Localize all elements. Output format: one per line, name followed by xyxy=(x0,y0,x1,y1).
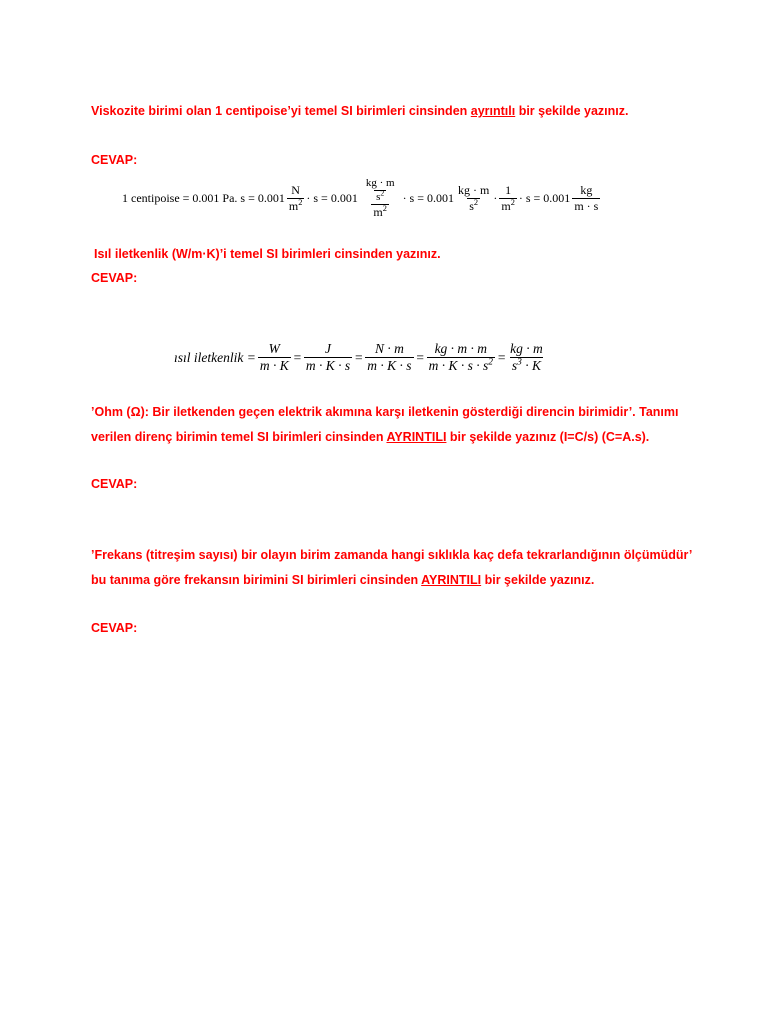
eq1-term-1: · s = 0.001 xyxy=(306,190,358,205)
answer-1-label: CEVAP: xyxy=(91,153,138,167)
question-1-text: Viskozite birimi olan 1 centipoise’yi temel SI birimleri cinsinden xyxy=(91,104,471,118)
eq2-fraction-2: $\frac{J}{m \cdot K \cdot s}$ xyxy=(305,341,351,374)
answer-4-label: CEVAP: xyxy=(91,621,138,635)
equation-viscosity: 1 centipoise = 0.001 Pa. s = 0.001 $\frac{N}{m^2}$ · s = 0.001 $\frac{\frac{kg \cdot m}{s^2}}{m^2}$ · s = 0.001 $\frac{kg \cdot m}{s^2}$ · $\frac{1}{m^2}$ · s = 0.001 $\frac{kg}{m \cdot s}$ xyxy=(122,177,599,220)
eq1-term-3: · s = 0.001 xyxy=(518,190,571,205)
eq2-lhs: ısıl iletkenlik = xyxy=(174,349,256,365)
question-1-text-end: bir şekilde yazınız. xyxy=(515,104,629,118)
question-3-line-2: verilen direnç birimin temel SI birimleri cinsinden AYRINTILI bir şekilde yazınız (I=C/s) (C=A.s). xyxy=(91,430,650,444)
eq1-fraction-4: $\frac{1}{m^2}$ xyxy=(501,183,515,213)
answer-2-label: CEVAP: xyxy=(91,271,138,285)
answer-3-label: CEVAP: xyxy=(91,477,138,491)
question-4-line-2: bu tanıma göre frekansın birimini SI birimleri cinsinden AYRINTILI bir şekilde yazınız. xyxy=(91,573,595,587)
eq2-fraction-3: $\frac{N \cdot m}{m \cdot K \cdot s}$ xyxy=(367,341,412,374)
question-3-emphasis: AYRINTILI xyxy=(386,430,447,444)
eq1-fraction-3: $\frac{kg \cdot m}{s^2}$ xyxy=(458,183,490,213)
eq2-fraction-5: $\frac{kg \cdot m}{s^3 \cdot K}$ xyxy=(510,341,543,374)
eq2-fraction-4: $\frac{kg \cdot m \cdot m}{m \cdot K \cdot s \cdot s^2}$ xyxy=(428,341,493,374)
eq1-fraction-1: $\frac{N}{m^2}$ xyxy=(288,183,303,213)
eq1-term-2: · s = 0.001 xyxy=(402,190,454,205)
equation-thermal-conductivity: ısıl iletkenlik = $\frac{W}{m \cdot K}$ = $\frac{J}{m \cdot K \cdot s}$ = $\frac{N \cdot m}{m \cdot K \cdot s}$ = $\frac{kg \cdot m \cdot m}{m \cdot K \cdot s \cdot s^2}$ = $\frac{kg \cdot m}{s^3 \cdot K}$ xyxy=(174,341,543,374)
question-4-emphasis: AYRINTILI xyxy=(421,573,482,587)
eq1-fraction-2: $\frac{\frac{kg \cdot m}{s^2}}{m^2}$ xyxy=(365,177,395,220)
question-4-line-1: ’Frekans (titreşim sayısı) bir olayın birim zamanda hangi sıklıkla kaç defa tekrarlandığının ölçümüdür’ xyxy=(91,548,693,562)
question-1 xyxy=(91,104,628,118)
eq2-fraction-1: $\frac{W}{m \cdot K}$ xyxy=(259,341,289,374)
question-3-line-1: ’Ohm (Ω): Bir iletkenden geçen elektrik akımına karşı iletkenin gösterdiği direncin birimidir’. Tanımı xyxy=(91,405,679,419)
question-2: Isıl iletkenlik (W/m·K)’i temel SI birimleri cinsinden yazınız. xyxy=(94,247,441,261)
eq1-fraction-5: $\frac{kg}{m \cdot s}$ xyxy=(574,183,599,213)
eq1-lhs: 1 centipoise = 0.001 Pa. s = 0.001 xyxy=(122,190,285,205)
question-1-emphasis: ayrıntılı xyxy=(470,104,516,118)
